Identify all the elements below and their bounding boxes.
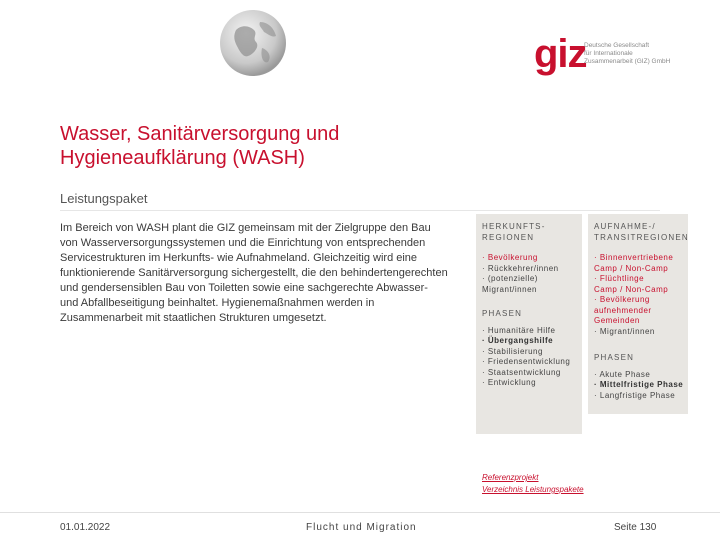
origin-regions-panel: [476, 214, 582, 434]
phasen-heading: PHASEN: [594, 353, 635, 362]
origin-target-list: [482, 253, 580, 295]
package-directory-link[interactable]: Verzeichnis Leistungspakete: [482, 485, 584, 494]
transit-target-list: [594, 253, 686, 337]
list-item: · Flüchtlinge: [594, 274, 645, 283]
list-item: · Entwicklung: [482, 378, 537, 387]
logo-text-line: für Internationale: [584, 50, 633, 57]
footer-date: 01.01.2022: [60, 522, 111, 533]
list-item: · Übergangshilfe: [482, 336, 554, 345]
list-item: aufnehmender: [594, 305, 652, 315]
list-item: · Migrant/innen: [594, 326, 655, 336]
globe-image: [218, 8, 288, 78]
phasen-heading: PHASEN: [482, 309, 523, 318]
reference-project-link[interactable]: Referenzprojekt: [482, 473, 539, 482]
list-item: Migrant/innen: [482, 284, 537, 294]
list-item: · Akute Phase: [594, 369, 651, 379]
divider: [60, 210, 660, 211]
origin-phases-list: [482, 326, 580, 389]
transit-phases-list: [594, 370, 686, 402]
list-item: · Langfristige Phase: [594, 390, 676, 400]
body-paragraph: Im Bereich von WASH plant die GIZ gemeinsam mit der Zielgruppe den Bau von Wasserversorgungssystemen und die Einrichtung von entsprechenden Servicestrukturen im Herkunfts- wie Aufnahmeland. Gleichzeitig wird eine funktionierende Sanitärversorgung sichergestellt, die den behindertengerechten und gendersensiblen Bau von Toiletten sowie eine sachgerechte Abwasser- und Abfallbeseitigung beinhaltet. Hygienemaßnahmen werden in Zusammenarbeit mit staatlichen Strukturen umgesetzt.: [60, 222, 448, 324]
list-item: Gemeinden: [594, 316, 640, 325]
page-subtitle: Leistungspaket: [60, 191, 148, 206]
list-item: · Mittelfristige Phase: [594, 380, 684, 389]
logo-mark: giz: [534, 32, 587, 76]
footer-divider: [0, 512, 720, 513]
panel-heading: HERKUNFTS-REGIONEN: [482, 222, 546, 242]
list-item: · Binnenvertriebene: [594, 253, 674, 262]
logo-text-line: Deutsche Gesellschaft: [584, 42, 650, 49]
list-item: Camp / Non-Camp: [594, 263, 669, 273]
list-item: · Staatsentwicklung: [482, 367, 561, 377]
links: [482, 472, 584, 496]
list-item: · Rückkehrer/innen: [482, 263, 559, 273]
page-title: Wasser, Sanitärversorgung und Hygieneaufklärung (WASH): [60, 123, 340, 169]
list-item: · Bevölkerung: [594, 295, 650, 304]
logo-text-line: Zusammenarbeit (GIZ) GmbH: [584, 58, 671, 65]
footer-page-number: Seite 130: [614, 522, 657, 533]
panel-heading: AUFNAHME-/ TRANSITREGIONEN: [594, 222, 689, 242]
list-item: · Bevölkerung: [482, 253, 538, 262]
list-item: · (potenzielle): [482, 274, 538, 283]
list-item: · Stabilisierung: [482, 346, 543, 356]
list-item: Camp / Non-Camp: [594, 284, 669, 294]
list-item: · Humanitäre Hilfe: [482, 325, 556, 335]
transit-regions-panel: [588, 214, 688, 414]
footer-topic: Flucht und Migration: [306, 522, 417, 533]
list-item: · Friedensentwicklung: [482, 357, 571, 366]
logo-text: [584, 42, 674, 66]
